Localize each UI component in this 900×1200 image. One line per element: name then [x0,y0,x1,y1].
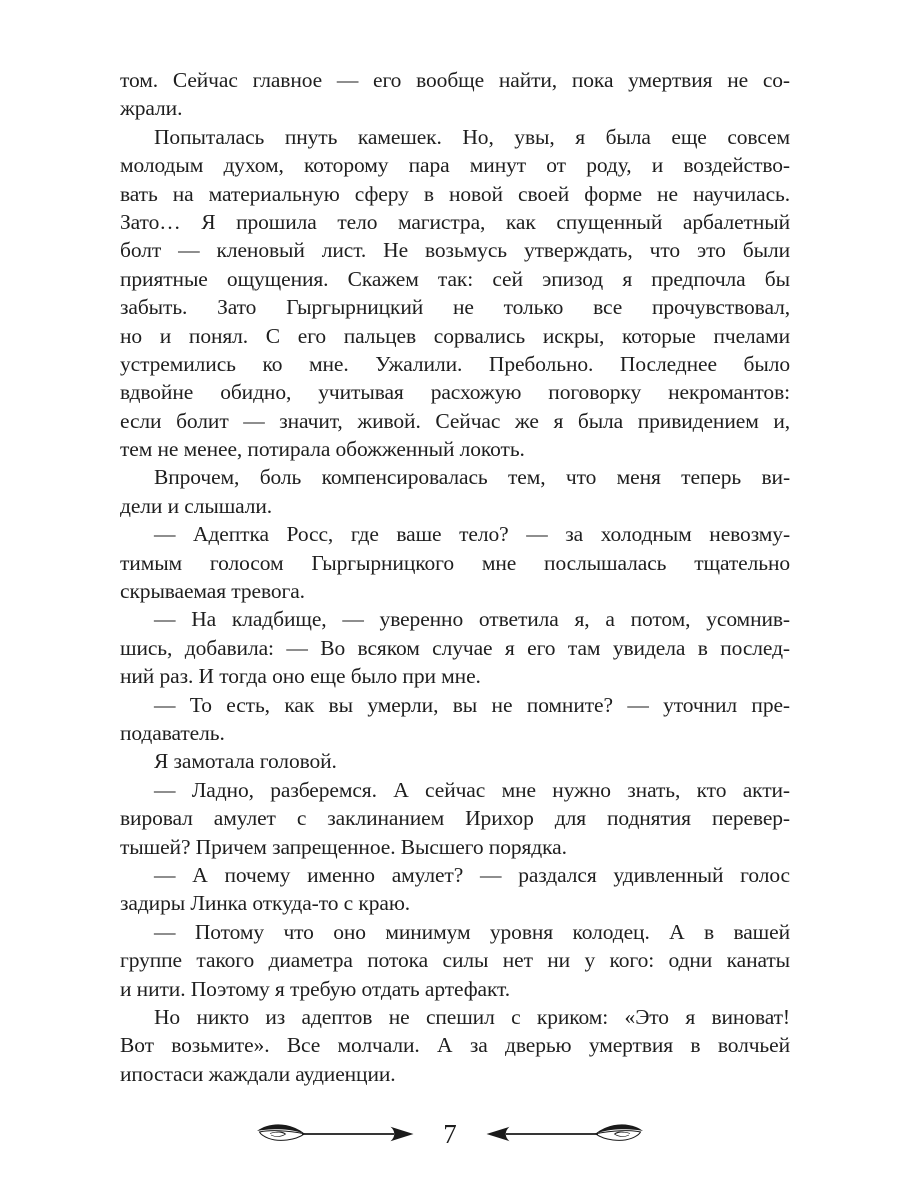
text-line: тем не менее, потирала обожженный локоть. [120,437,525,462]
text-line: дели и слышали. [120,493,273,518]
text-line: болт — кленовый лист. Не возьмусь утверждать, что это были [120,238,790,263]
text-line: вать на материальную сферу в новой своей форме не научилась. [120,181,790,206]
page-number: 7 [443,1118,457,1149]
text-line: приятные ощущения. Скажем так: сей эпизод я предпочла бы [120,266,790,291]
text-line: — Ладно, разберемся. А сейчас мне нужно знать, кто акти- [154,777,790,802]
paragraph [120,123,790,464]
paragraph [120,66,790,123]
text-line: шись, добавила: — Во всяком случае я его там увидела в послед- [120,635,790,660]
text-line: Но никто из адептов не спешил с криком: «Это я виноват! [154,1004,790,1029]
text-line: ипостаси жаждали аудиенции. [120,1061,396,1086]
text-line: вдвойне обидно, учитывая расхожую поговорку некромантов: [120,380,790,405]
page-text [120,66,790,1088]
paragraph [120,605,790,690]
paragraph [120,861,790,918]
text-line: — То есть, как вы умерли, вы не помните? — уточнил пре- [154,692,790,717]
text-line: — Потому что оно минимум уровня колодец. А в вашей [154,919,790,944]
text-line: Попыталась пнуть камешек. Но, увы, я была еще совсем [154,124,790,149]
paragraph [120,776,790,861]
paragraph [120,747,790,775]
text-line: подаватель. [120,720,225,745]
text-line: Зато… Я прошила тело магистра, как спущенный арбалетный [120,209,790,234]
text-line: вировал амулет с заклинанием Ирихор для поднятия перевер- [120,806,790,831]
text-line: — На кладбище, — уверенно ответила я, а потом, усомнив- [154,607,790,632]
text-line: тышей? Причем запрещенное. Высшего порядка. [120,834,567,859]
paragraph [120,1003,790,1088]
paragraph [120,918,790,1003]
text-line: жрали. [120,96,183,121]
feather-arrow-right-icon [485,1120,645,1148]
feather-arrow-left-icon [255,1120,415,1148]
paragraph [120,691,790,748]
text-line: группе такого диаметра потока силы нет ни у кого: одни канаты [120,948,790,973]
text-line: и нити. Поэтому я требую отдать артефакт. [120,976,510,1001]
page-footer [0,1114,900,1154]
text-line: устремились ко мне. Ужалили. Пребольно. Последнее было [120,351,790,376]
text-line: том. Сейчас главное — его вообще найти, пока умертвия не со- [120,68,790,92]
text-line: — Адептка Росс, где ваше тело? — за холодным невозму- [154,522,790,547]
text-line: задиры Линка откуда-то с краю. [120,891,411,916]
text-line: молодым духом, которому пара минут от роду, и воздейство- [120,153,790,178]
text-line: Вот возьмите». Все молчали. А за дверью умертвия в волчьей [120,1033,790,1058]
text-line: скрываемая тревога. [120,579,305,604]
paragraph [120,463,790,520]
text-line: если болит — значит, живой. Сейчас же я была привидением и, [120,408,790,433]
text-line: забыть. Зато Гыргырницкий не только все прочувствовал, [120,295,790,320]
text-line: тимым голосом Гыргырницкого мне послышалась тщательно [120,550,790,575]
text-line: — А почему именно амулет? — раздался удивленный голос [154,862,790,887]
paragraph [120,520,790,605]
text-line: Впрочем, боль компенсировалась тем, что меня теперь ви- [154,465,790,490]
text-line: ний раз. И тогда оно еще было при мне. [120,664,481,689]
text-line: но и понял. С его пальцев сорвались искры, которые пчелами [120,323,790,348]
text-line: Я замотала головой. [154,749,337,774]
